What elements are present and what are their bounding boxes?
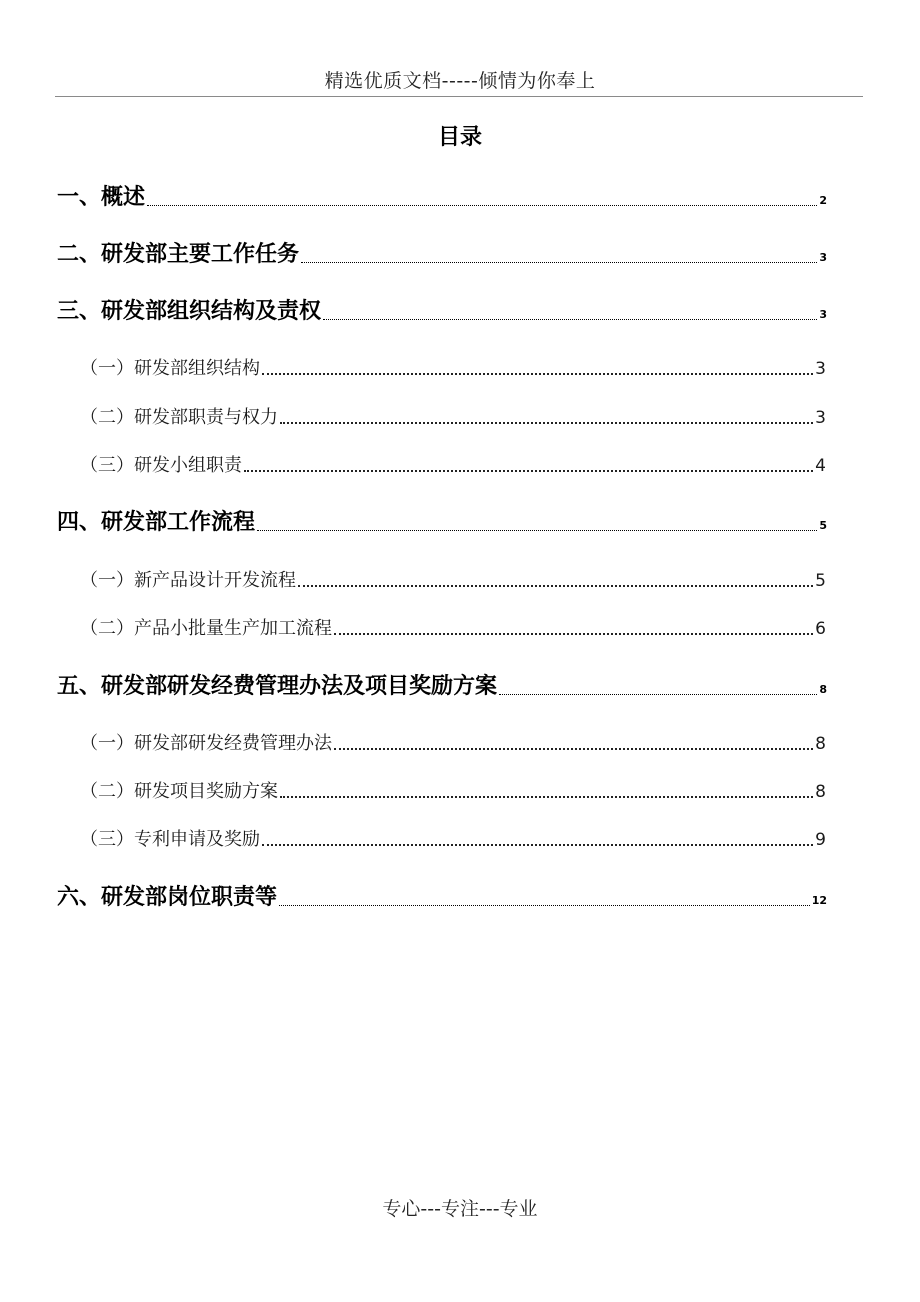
toc-entry-label: 五、研发部研发经费管理办法及项目奖励方案 [57,674,498,699]
toc-entry-label: 一、概述 [57,185,146,210]
toc-entry-page: 3 [819,251,827,264]
toc-entry-page: 5 [819,519,827,532]
toc-entry-label: （二）产品小批量生产加工流程 [80,618,332,639]
toc-dot-leader [257,530,817,531]
toc-entry-page: 5 [815,571,826,591]
toc-entry-page: 12 [811,894,827,907]
toc-dot-leader [334,748,813,750]
toc-entry-2[interactable] [57,237,827,268]
toc-entry-page: 3 [815,359,826,379]
toc-subentry-3-3[interactable] [80,451,826,477]
toc-entry-label: （二）研发部职责与权力 [80,407,278,428]
toc-entry-page: 8 [819,683,827,696]
toc-subentry-3-1[interactable] [80,354,826,380]
toc-dot-leader [280,422,813,424]
toc-entry-label: （一）研发部研发经费管理办法 [80,733,332,754]
toc-entry-label: 二、研发部主要工作任务 [57,242,300,267]
toc-entry-5[interactable] [57,669,827,700]
toc-entry-label: 四、研发部工作流程 [57,510,256,535]
toc-dot-leader [301,262,817,263]
toc-entry-page: 3 [819,308,827,321]
toc-dot-leader [323,319,817,320]
toc-subentry-5-3[interactable] [80,825,826,851]
toc-entry-page: 8 [815,782,826,802]
toc-subentry-5-2[interactable] [80,777,826,803]
toc-entry-page: 3 [815,408,826,428]
toc-dot-leader [262,373,813,375]
toc-entry-page: 9 [815,830,826,850]
toc-entry-page: 8 [815,734,826,754]
toc-dot-leader [279,905,810,906]
page-header: 精选优质文档-----倾情为你奉上 [324,70,596,92]
toc-entry-4[interactable] [57,505,827,536]
toc-entry-3[interactable] [57,294,827,325]
page-footer: 专心---专注---专业 [382,1198,538,1220]
toc-dot-leader [334,633,813,635]
toc-subentry-4-2[interactable] [80,614,826,640]
toc-subentry-4-1[interactable] [80,566,826,592]
toc-entry-page: 6 [815,619,826,639]
toc-entry-label: （二）研发项目奖励方案 [80,781,278,802]
toc-entry-page: 2 [819,194,827,207]
toc-title: 目录 [437,125,482,150]
toc-entry-label: 三、研发部组织结构及责权 [57,299,322,324]
toc-dot-leader [298,585,813,587]
toc-entry-label: （一）新产品设计开发流程 [80,570,296,591]
toc-entry-label: （三）研发小组职责 [80,455,242,476]
toc-entry-label: （一）研发部组织结构 [80,358,260,379]
toc-dot-leader [147,205,817,206]
toc-dot-leader [499,694,817,695]
toc-entry-label: 六、研发部岗位职责等 [57,885,278,910]
toc-entry-page: 4 [815,456,826,476]
toc-entry-1[interactable] [57,180,827,211]
toc-dot-leader [262,844,813,846]
toc-subentry-3-2[interactable] [80,403,826,429]
toc-dot-leader [280,796,813,798]
toc-subentry-5-1[interactable] [80,729,826,755]
toc-dot-leader [244,470,813,472]
toc-entry-6[interactable] [57,880,827,911]
toc-entry-label: （三）专利申请及奖励 [80,829,260,850]
